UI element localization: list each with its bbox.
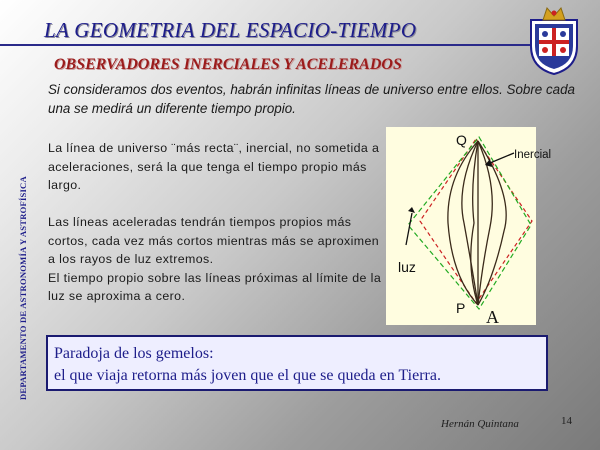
department-label: DEPARTAMENTO DE ASTRONOMÍA Y ASTROFÍSICA: [18, 176, 28, 400]
title-underline: [0, 44, 530, 46]
paradox-heading: Paradoja de los gemelos:: [54, 345, 214, 362]
intro-text: Si consideramos dos eventos, habrán infinitas líneas de universo entre ellos. Sobre cada una se medirá un diferente tiempo propio.: [48, 82, 576, 116]
proper-time-text: El tiempo propio sobre las líneas próximas al límite de la luz se aproxima a cero.: [48, 270, 382, 303]
worldline-diagram: [386, 127, 552, 327]
label-p: P: [456, 300, 466, 316]
slide-title: LA GEOMETRIA DEL ESPACIO-TIEMPO: [44, 18, 417, 42]
label-a: A: [486, 307, 499, 327]
label-inercial: Inercial: [514, 149, 552, 161]
inertial-paragraph: La línea de universo ¨más recta¨, inercial, no sometida a aceleraciones, será la que tenga el tiempo propio más largo.: [48, 141, 380, 192]
twin-paradox-box: [46, 335, 548, 391]
label-q: Q: [456, 132, 467, 148]
accelerated-text: Las líneas aceleradas tendrán tiempos propios más cortos, cada vez más cortos mientras más se aproximen a los rayos de luz extremos.: [48, 215, 380, 266]
accelerated-paragraph: [48, 213, 388, 306]
page-number: 14: [561, 415, 572, 427]
label-luz: luz: [398, 259, 416, 275]
author-name: Hernán Quintana: [441, 418, 519, 430]
slide-subtitle: OBSERVADORES INERCIALES Y ACELERADOS: [54, 56, 402, 73]
university-crest-icon: [525, 4, 583, 76]
paradox-statement: el que viaja retorna más joven que el que se queda en Tierra.: [54, 367, 441, 384]
